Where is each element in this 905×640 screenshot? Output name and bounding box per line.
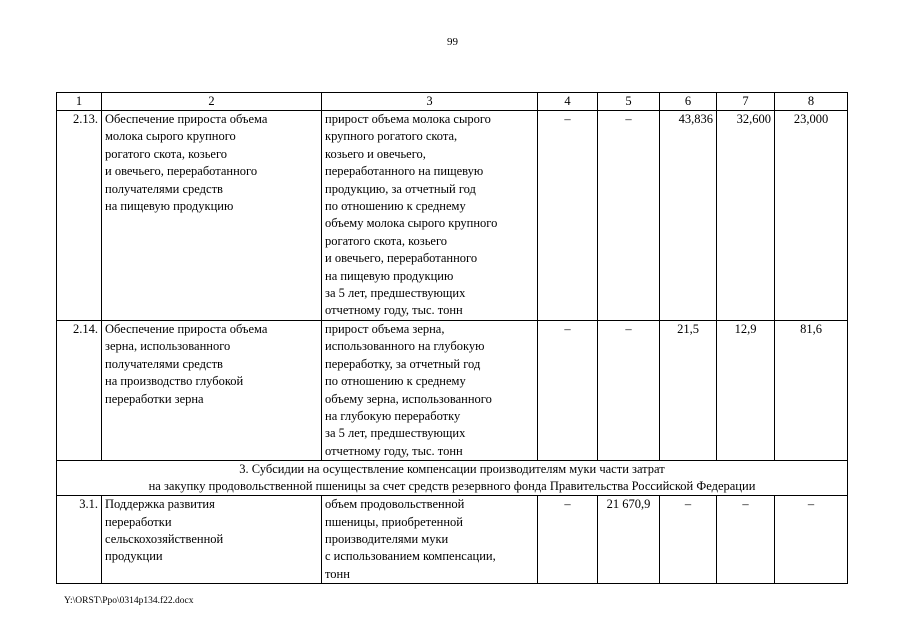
indicator-line: по отношению к среднему	[325, 199, 466, 214]
table-header-row	[57, 93, 848, 111]
column-header: 4	[538, 93, 598, 111]
section-header-row	[57, 461, 848, 496]
value-cell: –	[660, 496, 717, 584]
indicator-line: отчетному году, тыс. тонн	[325, 303, 463, 318]
measure-name-line: получателями средств	[105, 181, 223, 196]
measure-name-cell	[102, 111, 322, 321]
measure-name-line: рогатого скота, козьего	[105, 146, 228, 161]
column-header: 1	[57, 93, 102, 111]
indicator-line: переработку, за отчетный год	[325, 356, 481, 371]
column-header: 7	[717, 93, 775, 111]
measure-name-line: продукции	[105, 549, 163, 564]
indicator-line: прирост объема зерна,	[325, 321, 445, 336]
row-number: 3.1.	[57, 496, 102, 584]
column-header: 8	[775, 93, 848, 111]
indicator-line: отчетному году, тыс. тонн	[325, 443, 463, 458]
indicator-line: за 5 лет, предшествующих	[325, 426, 466, 441]
measure-name-cell	[102, 496, 322, 584]
row-number: 2.13.	[57, 111, 102, 321]
page-number: 99	[447, 36, 458, 48]
measure-name-line: и овечьего, переработанного	[105, 164, 258, 179]
indicator-line: пшеницы, приобретенной	[325, 514, 463, 529]
indicator-cell	[322, 320, 538, 460]
value-cell: 12,9	[717, 320, 775, 460]
indicator-line: тонн	[325, 566, 350, 581]
column-header: 6	[660, 93, 717, 111]
indicator-line: на пищевую продукцию	[325, 268, 454, 283]
section-title-line: 3. Субсидии на осуществление компенсации производителям муки части затрат	[239, 462, 665, 477]
value-cell: –	[598, 111, 660, 321]
indicator-line: с использованием компенсации,	[325, 549, 496, 564]
indicator-line: на глубокую переработку	[325, 408, 461, 423]
measure-name-line: переработки	[105, 514, 172, 529]
column-header: 2	[102, 93, 322, 111]
indicator-line: прирост объема молока сырого	[325, 112, 491, 126]
indicator-cell	[322, 111, 538, 321]
section-title	[57, 461, 848, 496]
indicator-line: продукцию, за отчетный год	[325, 181, 476, 196]
measure-name-line: молока сырого крупного	[105, 129, 236, 144]
indicator-line: переработанного на пищевую	[325, 164, 484, 179]
indicator-line: и овечьего, переработанного	[325, 251, 478, 266]
measure-name-line: Обеспечение прироста объема	[105, 112, 268, 126]
measure-name-line: на пищевую продукцию	[105, 199, 234, 214]
indicator-line: за 5 лет, предшествующих	[325, 286, 466, 301]
indicator-cell	[322, 496, 538, 584]
value-cell: –	[598, 320, 660, 460]
value-cell: 81,6	[775, 320, 848, 460]
file-path-footer: Y:\ORST\Ppo\0314p134.f22.docx	[64, 596, 194, 606]
indicator-line: использованного на глубокую	[325, 339, 485, 354]
measure-name-line: на производство глубокой	[105, 374, 244, 389]
measure-name-cell	[102, 320, 322, 460]
measure-name-line: переработки зерна	[105, 391, 204, 406]
value-cell: –	[538, 320, 598, 460]
measure-name-line: зерна, использованного	[105, 339, 231, 354]
value-cell: 43,836	[660, 111, 717, 321]
measure-name-line: Обеспечение прироста объема	[105, 321, 268, 336]
indicator-line: козьего и овечьего,	[325, 146, 426, 161]
column-header: 5	[598, 93, 660, 111]
value-cell: –	[538, 111, 598, 321]
indicator-line: объему зерна, использованного	[325, 391, 492, 406]
section-title-line: на закупку продовольственной пшеницы за счет средств резервного фонда Правительства Российской Федерации	[148, 479, 756, 494]
value-cell: 23,000	[775, 111, 848, 321]
column-header: 3	[322, 93, 538, 111]
indicator-line: объему молока сырого крупного	[325, 216, 498, 231]
row-number: 2.14.	[57, 320, 102, 460]
indicator-line: объем продовольственной	[325, 497, 465, 512]
value-cell: –	[538, 496, 598, 584]
value-cell: 21,5	[660, 320, 717, 460]
measure-name-line: сельскохозяйственной	[105, 531, 224, 546]
measure-name-line: получателями средств	[105, 356, 223, 371]
table-row	[57, 320, 848, 460]
indicator-line: производителями муки	[325, 531, 449, 546]
indicator-line: рогатого скота, козьего	[325, 233, 448, 248]
table-row	[57, 496, 848, 584]
indicator-line: крупного рогатого скота,	[325, 129, 458, 144]
value-cell: –	[717, 496, 775, 584]
value-cell: 21 670,9	[598, 496, 660, 584]
value-cell: –	[775, 496, 848, 584]
indicator-line: по отношению к среднему	[325, 374, 466, 389]
value-cell: 32,600	[717, 111, 775, 321]
measure-name-line: Поддержка развития	[105, 497, 215, 512]
indicators-table	[56, 92, 848, 584]
table-row	[57, 111, 848, 321]
